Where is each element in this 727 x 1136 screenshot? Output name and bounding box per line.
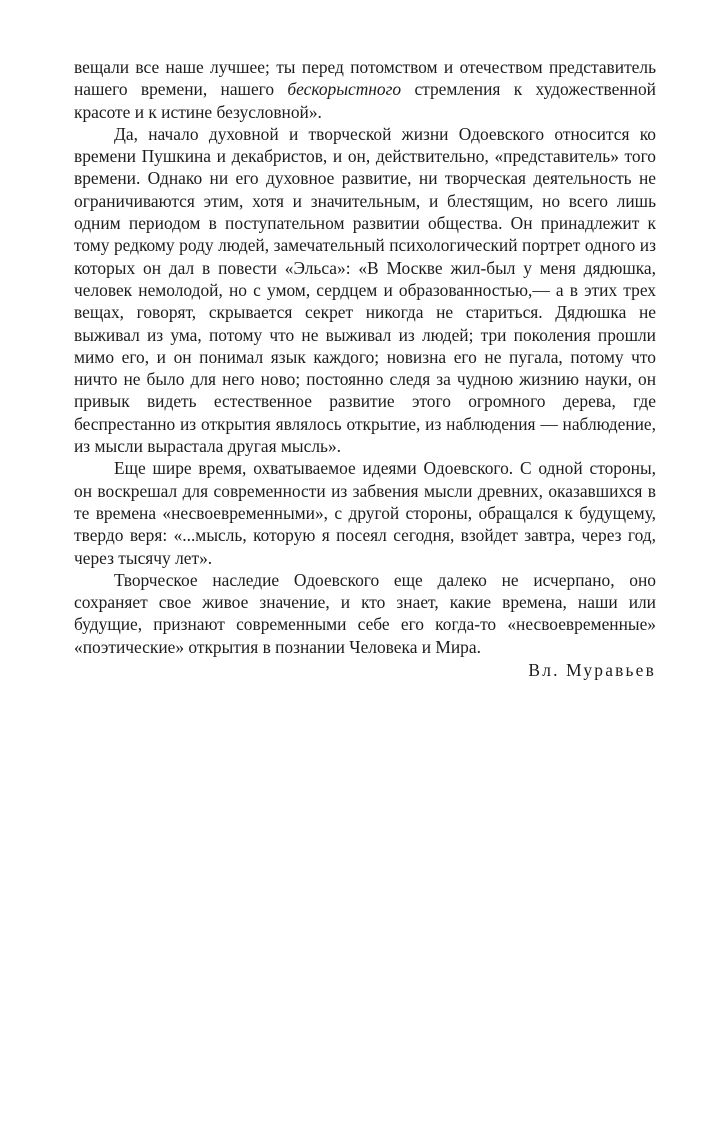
paragraph-3 bbox=[74, 457, 656, 568]
paragraph-1-part-3: стремления к художественной красоте и к истине безусловной». bbox=[74, 79, 656, 122]
paragraph-4-text: Творческое наследие Одоевского еще далеко не исчерпано, оно сохраняет свое живое значение, и кто знает, какие времена, наши или будущие, признают современными себе его когда-то «несвоевременные» «поэтические» открытия в познании Человека и Мира. bbox=[74, 569, 656, 657]
paragraph-3-text: Еще шире время, охватываемое идеями Одоевского. С одной стороны, он воскрешал для современности из забвения мысли древних, оказавшихся в те времена «несвоевременными», с другой стороны, обращался к будущему, твердо веря: «...мысль, которую я посеял сегодня, взойдет завтра, через год, через тысячу лет». bbox=[74, 458, 656, 568]
paragraph-1-part-1: вещали все наше лучшее; ты перед потомством и отечеством представитель нашего времени, нашего bbox=[74, 57, 656, 100]
document-page bbox=[74, 56, 656, 681]
author-signature: Вл. Муравьев bbox=[528, 660, 656, 681]
paragraph-4 bbox=[74, 569, 656, 658]
paragraph-2 bbox=[74, 123, 656, 457]
paragraph-2-text: Да, начало духовной и творческой жизни Одоевского относится ко времени Пушкина и декабристов, и он, действительно, «представитель» того времени. Однако ни его духовное развитие, ни творческая деятельность не ограничиваются этим, хотя и значительным, и блестящим, но всего лишь одним периодом в поступательном развитии общества. Он принадлежит к тому редкому роду людей, замечательный психологический портрет одного из которых он дал в повести «Эльса»: «В Москве жил-был у меня дядюшка, человек немолодой, но с умом, сердцем и образованностью,— а в этих трех вещах, говорят, скрывается секрет никогда не стариться. Дядюшка не выживал из ума, потому что не выживал из людей; три поколения прошли мимо его, и он понимал язык каждого; новизна его не пугала, потому что ничто не было для него ново; постоянно следя за чудною жизнию науки, он привык видеть естественное развитие этого огромного дерева, где беспрестанно из открытия являлось открытие, из наблюдения — наблюдение, из мысли вырастала другая мысль». bbox=[74, 123, 656, 457]
paragraph-1-italic-word: бескорыстного bbox=[287, 79, 402, 100]
paragraph-1 bbox=[74, 56, 656, 123]
